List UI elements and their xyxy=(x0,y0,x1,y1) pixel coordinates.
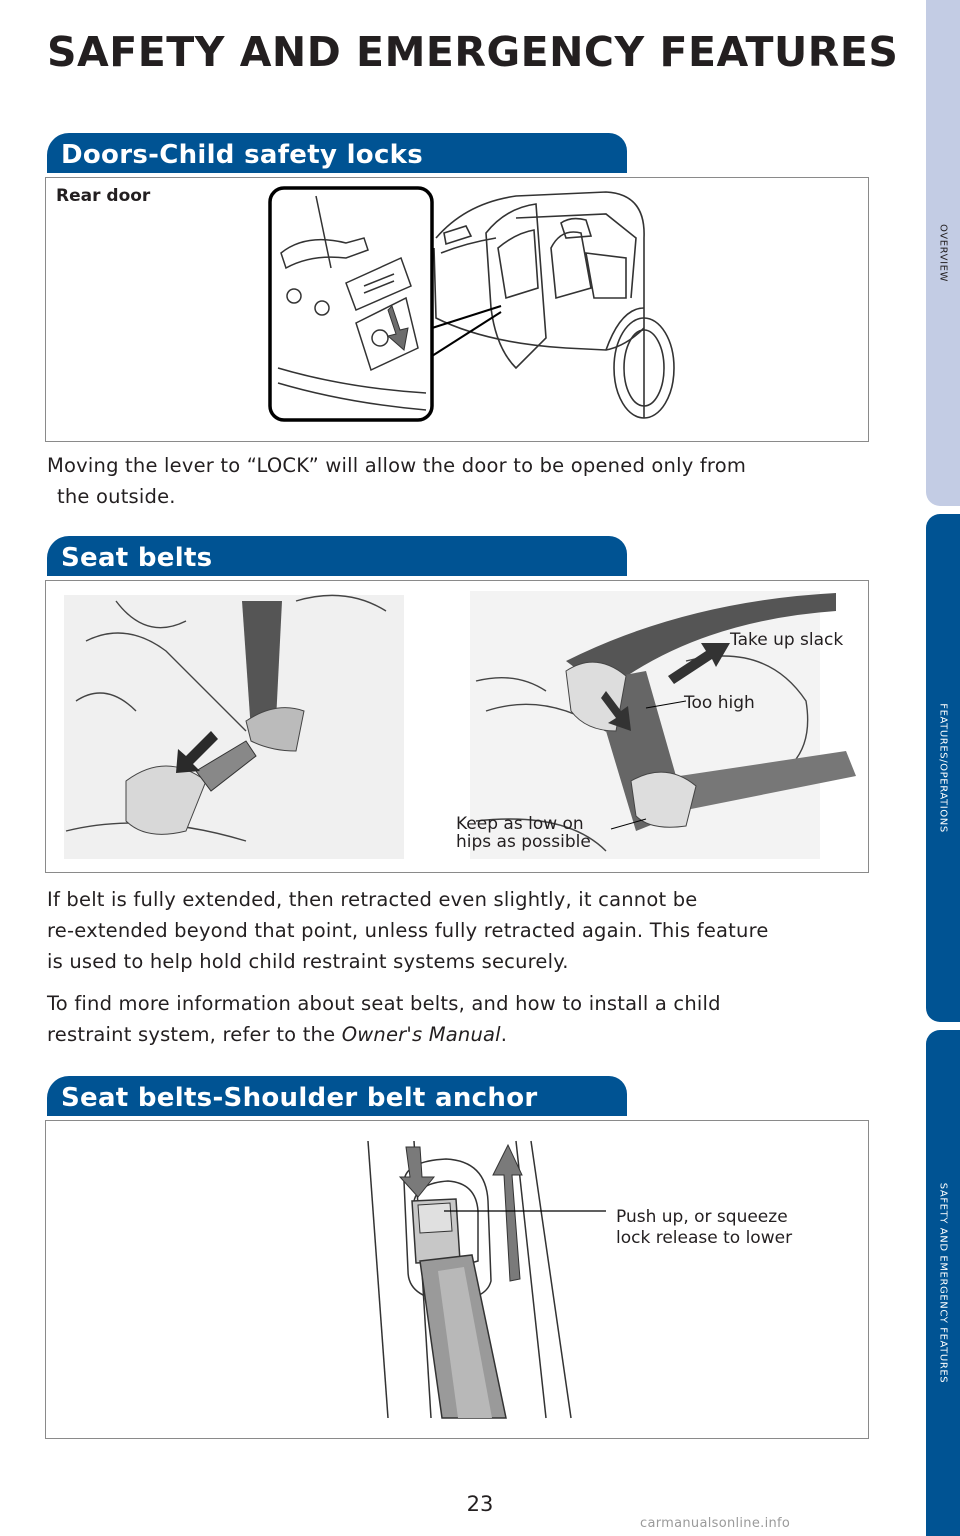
seat-belt-para2-line1: To find more information about seat belts, and how to install a child xyxy=(47,992,721,1015)
section-header-child-safety-locks: Doors-Child safety locks xyxy=(47,133,627,173)
tab-features-operations-label: FEATURES/OPERATIONS xyxy=(937,703,949,833)
callout-keep-low-line2: hips as possible xyxy=(456,832,591,852)
figure-seat-belts xyxy=(45,580,869,873)
callout-push-up-line2: lock release to lower xyxy=(616,1228,793,1248)
page-title: SAFETY AND EMERGENCY FEATURES xyxy=(47,28,899,76)
callout-push-up-line1: Push up, or squeeze xyxy=(616,1207,788,1227)
shoulder-anchor-illustration xyxy=(46,1121,868,1438)
seat-belt-para1-line2: re-extended beyond that point, unless fully retracted again. This feature xyxy=(47,919,769,942)
page-number: 23 xyxy=(466,1492,494,1516)
seat-belt-para1-line3: is used to help hold child restraint systems securely. xyxy=(47,950,569,973)
seat-belt-para2-suffix: . xyxy=(500,1023,508,1046)
tab-features-operations[interactable] xyxy=(926,514,960,1022)
figure-label-rear-door: Rear door xyxy=(56,186,151,206)
tab-safety-emergency-features-label: SAFETY AND EMERGENCY FEATURES xyxy=(937,1182,949,1384)
figure-shoulder-belt-anchor xyxy=(45,1120,869,1439)
child-lock-text-line2: the outside. xyxy=(57,485,176,508)
tab-safety-emergency-features[interactable] xyxy=(926,1030,960,1536)
tab-overview[interactable] xyxy=(926,0,960,506)
child-lock-description xyxy=(47,450,857,512)
watermark: carmanualsonline.info xyxy=(640,1516,791,1531)
seat-belt-description xyxy=(47,884,857,977)
owners-manual-reference: Owner's Manual xyxy=(341,1023,501,1046)
figure-child-safety-lock xyxy=(45,177,869,442)
seat-belt-para1-line1: If belt is fully extended, then retracted even slightly, it cannot be xyxy=(47,888,698,911)
seat-belt-para2-line2 xyxy=(47,1019,857,1050)
rear-door-illustration xyxy=(46,178,868,441)
callout-keep-low xyxy=(456,815,591,851)
tab-overview-label: OVERVIEW xyxy=(937,223,949,283)
callout-keep-low-line1: Keep as low on xyxy=(456,814,584,834)
section-header-seat-belts: Seat belts xyxy=(47,536,627,576)
seat-belt-reference xyxy=(47,988,857,1050)
callout-too-high: Too high xyxy=(684,693,755,713)
callout-take-up-slack: Take up slack xyxy=(730,630,844,650)
seat-belt-para2-prefix: restraint system, refer to the xyxy=(47,1023,342,1046)
child-lock-text-line1: Moving the lever to “LOCK” will allow the door to be opened only from xyxy=(47,454,747,477)
section-header-shoulder-belt-anchor: Seat belts-Shoulder belt anchor xyxy=(47,1076,627,1116)
callout-push-up-lock-release xyxy=(616,1207,792,1249)
